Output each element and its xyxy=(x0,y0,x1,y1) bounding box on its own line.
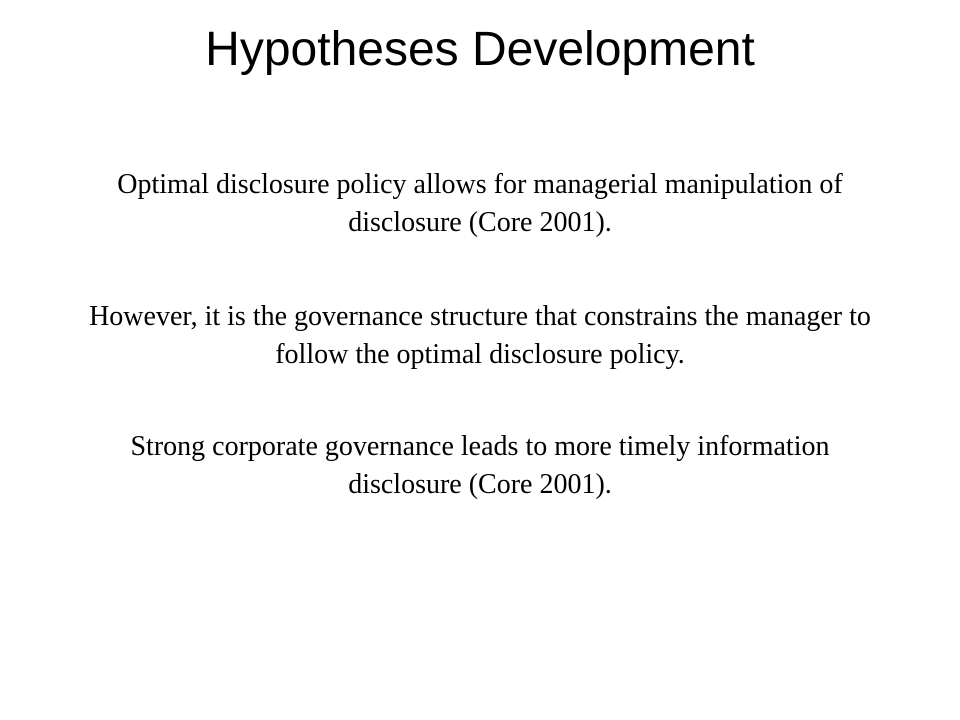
paragraph-governance-structure xyxy=(0,298,960,374)
paragraph-line: follow the optimal disclosure policy. xyxy=(275,339,685,370)
paragraph-line: Strong corporate governance leads to more timely information xyxy=(130,431,830,462)
slide-title: Hypotheses Development xyxy=(205,23,755,76)
paragraph-strong-governance xyxy=(0,428,960,504)
paragraph-optimal-disclosure xyxy=(0,166,960,242)
paragraph-line: disclosure (Core 2001). xyxy=(348,207,612,238)
paragraph-line: However, it is the governance structure that constrains the manager to xyxy=(89,301,871,332)
paragraph-line: disclosure (Core 2001). xyxy=(348,469,612,500)
paragraph-line: Optimal disclosure policy allows for managerial manipulation of xyxy=(117,169,843,200)
